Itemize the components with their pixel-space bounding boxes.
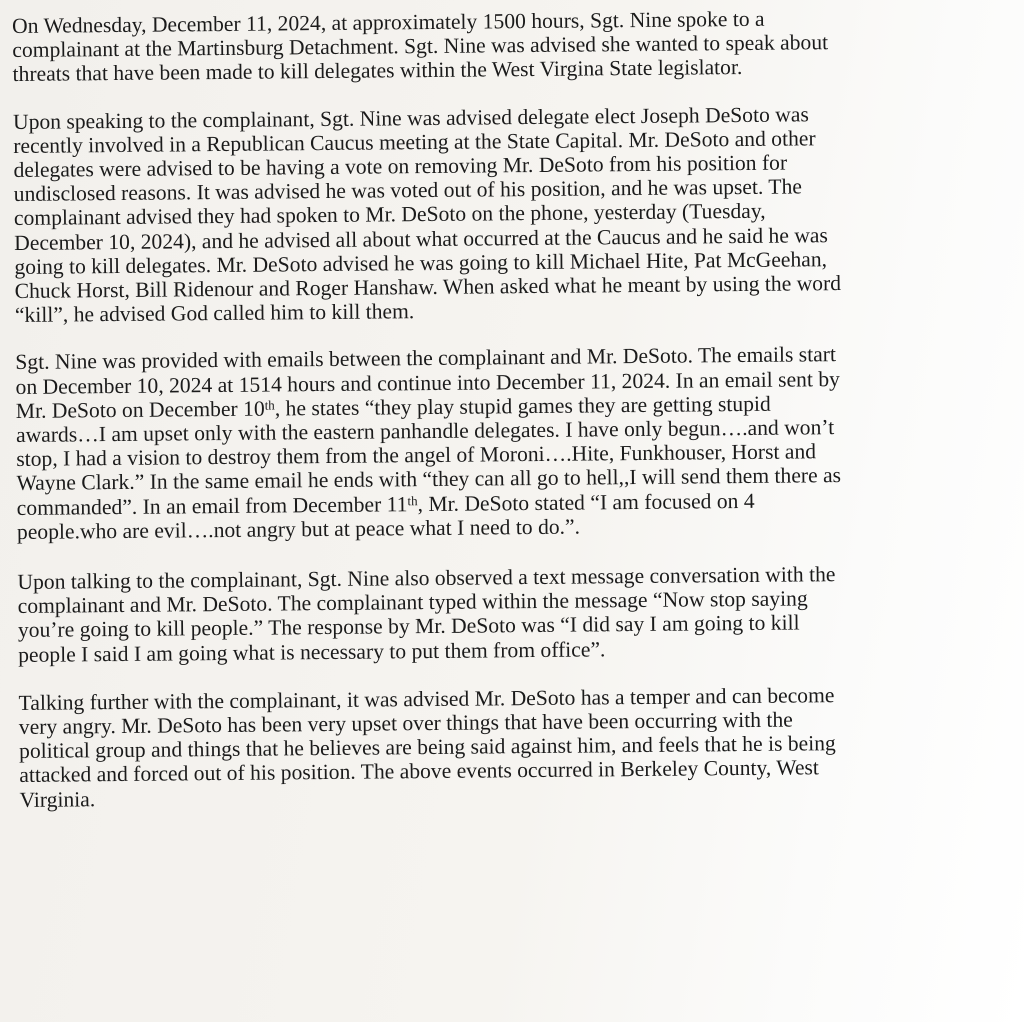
paragraph-emails [15, 341, 1002, 544]
text-line: you’re going to kill people.” The response by Mr. DeSoto was “I did say I am going to kill [17, 610, 800, 643]
text-line: Virginia. [19, 786, 96, 812]
text-line: undisclosed reasons. It was advised he was voted out of his position, and he was upset. The [13, 174, 803, 207]
text-line: attacked and forced out of his position. The above events occurred in Berkeley County, West [19, 755, 819, 788]
text-line: people.who are evil….not angry but at peace what I need to do.”. [16, 514, 581, 544]
paragraph-text-messages [17, 561, 1003, 667]
text-line: threats that have been made to kill delegates within the West Virgina State legislator. [12, 55, 743, 87]
text-line: complainant advised they had spoken to Mr. DeSoto on the phone, yesterday (Tuesday, [13, 199, 766, 231]
text-line: Sgt. Nine was provided with emails between the complainant and Mr. DeSoto. The emails start [15, 342, 837, 375]
text-line: Talking further with the complainant, it was advised Mr. DeSoto has a temper and can become [18, 683, 835, 715]
text-line: On Wednesday, December 11, 2024, at approximately 1500 hours, Sgt. Nine spoke to a [12, 6, 765, 38]
paragraph-temper-summary [18, 681, 1004, 811]
text-line: stop, I had a vision to destroy them from the angel of Moroni….Hite, Funkhouser, Horst and [16, 439, 817, 472]
text-line: December 10, 2024), and he advised all about what occurred at the Caucus and he said he was [14, 222, 828, 255]
text-segment: commanded”. In an email from December 11 [16, 491, 408, 520]
text-line: recently involved in a Republican Caucus meeting at the State Capital. Mr. DeSoto and other [13, 126, 816, 158]
text-line: Wayne Clark.” In the same email he ends with “they can all go to hell,,I will send them there as [16, 463, 842, 496]
paragraph-caucus-account [13, 100, 1000, 327]
ordinal-suffix: th [407, 492, 418, 508]
text-line: political group and things that he believes are being said against him, and feels that he is being [18, 731, 836, 764]
text-line: delegates were advised to be having a vote on removing Mr. DeSoto from his position for [13, 150, 788, 183]
text-segment: , Mr. DeSoto stated “I am focused on 4 [417, 488, 755, 516]
paragraph-complaint-intro [12, 5, 998, 87]
text-line: Upon talking to the complainant, Sgt. Nine also observed a text message conversation with the [17, 562, 836, 595]
text-line: complainant at the Martinsburg Detachment. Sgt. Nine was advised she wanted to speak about [12, 30, 829, 63]
text-line: very angry. Mr. DeSoto has been very upset over things that have been occurring with the [18, 707, 793, 740]
text-line: on December 10, 2024 at 1514 hours and continue into December 11, 2024. In an email sent by [15, 366, 841, 399]
report-body [12, 5, 1005, 812]
text-line: Chuck Horst, Bill Ridenour and Roger Hanshaw. When asked what he meant by using the word [14, 271, 842, 304]
ordinal-suffix: th [264, 397, 275, 413]
text-line: awards…I am upset only with the eastern panhandle delegates. I have only begun….and won’t [15, 415, 835, 448]
text-line: complainant and Mr. DeSoto. The complainant typed within the message “Now stop saying [17, 586, 808, 619]
text-segment: , he states “they play stupid games they are getting stupid [274, 391, 771, 421]
text-segment: Mr. DeSoto on December 10 [15, 396, 265, 423]
text-line: Upon speaking to the complainant, Sgt. Nine was advised delegate elect Joseph DeSoto was [12, 101, 809, 134]
text-line: going to kill delegates. Mr. DeSoto advised he was going to kill Michael Hite, Pat McGeehan, [14, 247, 828, 279]
text-line: “kill”, he advised God called him to kill them. [14, 299, 415, 328]
text-line: people I said I am going what is necessary to put them from office”. [18, 637, 606, 667]
